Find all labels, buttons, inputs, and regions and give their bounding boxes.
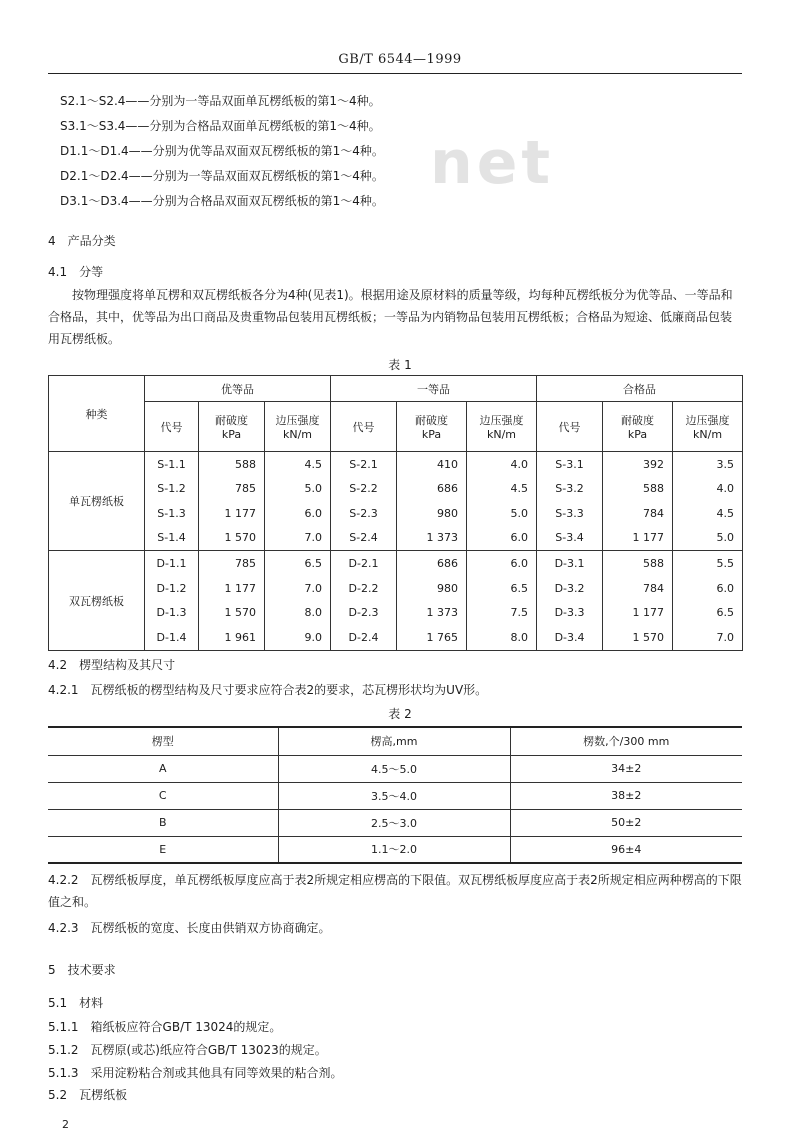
table-cell: D-1.4 [156,631,187,645]
table-cell: D-2.2 [348,581,379,595]
col-header-code: 代号 [537,402,603,452]
flute-type: A [48,755,278,782]
group-col [673,452,743,551]
table-cell: 3.5 [716,457,735,471]
col-header-burst: 耐破度 kPa [603,402,673,452]
table-cell: D-3.4 [554,631,585,645]
col-header-burst: 耐破度 kPa [397,402,467,452]
table-cell: 5.0 [716,531,735,545]
cell-stack [537,551,602,650]
group-col [265,452,331,551]
cell-stack [145,452,198,550]
table-cell: S-2.3 [349,506,378,520]
group-col [199,452,265,551]
kind-cell: 单瓦楞纸板 [49,452,145,551]
flute-count: 50±2 [510,809,742,836]
flute-height: 1.1～2.0 [278,836,510,863]
cell-stack [537,452,602,550]
table-cell: 784 [643,506,665,520]
section-heading: 5.1 材料 [48,996,104,1010]
paragraph: 4.2.3 瓦楞纸板的宽度、长度由供销双方协商确定。 [48,921,331,935]
group-col [537,551,603,651]
table-cell: 4.0 [716,482,735,496]
table-cell: 8.0 [510,631,529,645]
table-cell: 1 570 [224,606,256,620]
table-cell: D-3.2 [554,581,585,595]
table-cell: 1 961 [224,631,256,645]
group-col [397,452,467,551]
table-cell: D-1.1 [156,556,187,570]
group-col [673,551,743,651]
table-cell: D-2.3 [348,606,379,620]
group-col [331,452,397,551]
table-cell: S-2.4 [349,531,378,545]
table-cell: 5.5 [716,556,735,570]
group-col [467,452,537,551]
table-cell: 588 [643,482,665,496]
table-cell: 6.0 [304,506,323,520]
cell-stack [673,452,734,550]
table-caption: 表 1 [388,358,412,372]
group-col [537,452,603,551]
kind-cell: 双瓦楞纸板 [49,551,145,651]
paragraph: 4.2.1 瓦楞纸板的楞型结构及尺寸要求应符合表2的要求，芯瓦楞形状均为UV形。 [48,683,488,697]
table-cell: 785 [235,482,256,496]
table-caption: 表 2 [388,707,412,721]
col-header-edge: 边压强度 kN/m [673,402,743,452]
cell-stack [199,551,256,650]
page-number: 2 [62,1118,69,1131]
group-col [397,551,467,651]
paragraph: 5.1.3 采用淀粉粘合剂或其他具有同等效果的粘合剂。 [48,1066,343,1080]
watermark: net [430,128,555,198]
section-heading: 4.2 楞型结构及其尺寸 [48,658,176,672]
group-col [145,551,199,651]
table-cell: 6.0 [510,556,529,570]
table-cell: 392 [643,457,665,471]
cell-stack [265,452,322,550]
table-cell: S-2.2 [349,482,378,496]
group-col [145,452,199,551]
flute-height: 2.5～3.0 [278,809,510,836]
flute-type: B [48,809,278,836]
table-cell: 980 [437,506,459,520]
paragraph: 5.1.1 箱纸板应符合GB/T 13024的规定。 [48,1020,282,1034]
flute-type: E [48,836,278,863]
definition-line: D1.1～D1.4——分别为优等品双面双瓦楞纸板的第1～4种。 [60,144,384,158]
grade-header: 一等品 [331,376,537,402]
flute-count: 96±4 [510,836,742,863]
table-cell: 7.5 [510,606,529,620]
standard-code-header: GB/T 6544—1999 [338,52,462,67]
col-header-code: 代号 [145,402,199,452]
table-cell: D-1.3 [156,606,187,620]
grade-header: 合格品 [537,376,743,402]
paragraph: 按物理强度将单瓦楞和双瓦楞纸板各分为4种(见表1)。根据用途及原材料的质量等级，均每种瓦楞纸板分为优等品、一等品和合格品，其中，优等品为出口商品及贵重物品包装用瓦楞纸板；一等品为内销物品包装用瓦楞纸板；合格品为短途、低廉商品包装用瓦楞纸板。 [48,288,733,346]
cell-stack [265,551,322,650]
table-header-kind: 种类 [49,376,145,452]
table-group-single [49,452,743,551]
table-cell: 7.0 [304,581,323,595]
col-header-edge: 边压强度 kN/m [467,402,537,452]
group-col [265,551,331,651]
group-col [603,452,673,551]
table-group-double [49,551,743,651]
col-header-count: 楞数,个/300 mm [510,727,742,755]
table-cell: 588 [643,556,665,570]
flute-type: C [48,782,278,809]
cell-stack [397,551,458,650]
table-cell: D-2.4 [348,631,379,645]
table-cell: S-3.2 [555,482,584,496]
table-cell: S-1.3 [157,506,186,520]
table-cell: S-3.1 [555,457,584,471]
table-cell: 7.0 [304,531,323,545]
table-cell: 4.5 [510,482,529,496]
group-col [331,551,397,651]
cell-stack [331,551,396,650]
table-cell: 6.0 [510,531,529,545]
flute-height: 4.5～5.0 [278,755,510,782]
cell-stack [145,551,198,650]
flute-table [48,726,742,864]
table-cell: D-3.3 [554,606,585,620]
col-header-height: 楞高,mm [278,727,510,755]
table-cell: 8.0 [304,606,323,620]
flute-count: 38±2 [510,782,742,809]
table-cell: 980 [437,581,459,595]
col-header-burst: 耐破度 kPa [199,402,265,452]
paragraph: 4.2.2 瓦楞纸板厚度，单瓦楞纸板厚度应高于表2所规定相应楞高的下限值。双瓦楞纸板厚度应高于表2所规定相应两种楞高的下限值之和。 [48,873,742,909]
table-cell: S-1.1 [157,457,186,471]
group-col [467,551,537,651]
table-cell: 6.5 [510,581,529,595]
definition-line: D2.1～D2.4——分别为一等品双面双瓦楞纸板的第1～4种。 [60,169,384,183]
table-cell: 6.0 [716,581,735,595]
table-row [48,782,742,809]
table-cell: 1 177 [632,606,665,620]
table-cell: 1 177 [224,581,256,595]
table-cell: 784 [643,581,665,595]
cell-stack [397,452,458,550]
table-cell: 4.5 [716,506,735,520]
table-cell: 1 177 [632,531,665,545]
table-cell: 410 [437,457,459,471]
table-cell: S-1.2 [157,482,186,496]
table-cell: D-3.1 [554,556,585,570]
table-cell: S-2.1 [349,457,378,471]
table-cell: 5.0 [510,506,529,520]
header-rule [48,73,742,74]
paragraph: 5.1.2 瓦楞原(或芯)纸应符合GB/T 13023的规定。 [48,1043,327,1057]
table-cell: 1 570 [224,531,256,545]
section-heading: 4.1 分等 [48,265,104,279]
table-cell: 1 177 [224,506,256,520]
table-cell: 5.0 [304,482,323,496]
col-header-flute: 楞型 [48,727,278,755]
cell-stack [673,551,734,650]
table-cell: 6.5 [716,606,735,620]
definition-line: S3.1～S3.4——分别为合格品双面单瓦楞纸板的第1～4种。 [60,119,381,133]
cell-stack [603,452,664,550]
table-cell: 1 570 [632,631,665,645]
col-header-edge: 边压强度 kN/m [265,402,331,452]
grade-table [48,375,743,651]
table-cell: D-1.2 [156,581,187,595]
table-cell: 9.0 [304,631,323,645]
cell-stack [467,551,528,650]
table-row [48,809,742,836]
table-cell: 686 [437,482,459,496]
table-cell: S-3.3 [555,506,584,520]
table-cell: 1 765 [426,631,459,645]
col-header-code: 代号 [331,402,397,452]
table-row [48,755,742,782]
table-cell: 6.5 [304,556,323,570]
definition-line: S2.1～S2.4——分别为一等品双面单瓦楞纸板的第1～4种。 [60,94,381,108]
table-cell: 1 373 [426,531,459,545]
section-heading: 4 产品分类 [48,234,116,248]
grade-header: 优等品 [145,376,331,402]
table-cell: S-3.4 [555,531,584,545]
cell-stack [603,551,664,650]
table-row [48,836,742,863]
cell-stack [467,452,528,550]
table-cell: S-1.4 [157,531,186,545]
section-heading: 5 技术要求 [48,963,116,977]
table-cell: 1 373 [426,606,459,620]
section-heading: 5.2 瓦楞纸板 [48,1088,128,1102]
table-cell: 588 [235,457,256,471]
definition-line: D3.1～D3.4——分别为合格品双面双瓦楞纸板的第1～4种。 [60,194,384,208]
group-col [199,551,265,651]
table-cell: D-2.1 [348,556,379,570]
cell-stack [199,452,256,550]
table-cell: 7.0 [716,631,735,645]
flute-height: 3.5～4.0 [278,782,510,809]
table-cell: 785 [235,556,256,570]
table-cell: 4.0 [510,457,529,471]
flute-count: 34±2 [510,755,742,782]
group-col [603,551,673,651]
table-cell: 4.5 [304,457,323,471]
table-cell: 686 [437,556,459,570]
cell-stack [331,452,396,550]
